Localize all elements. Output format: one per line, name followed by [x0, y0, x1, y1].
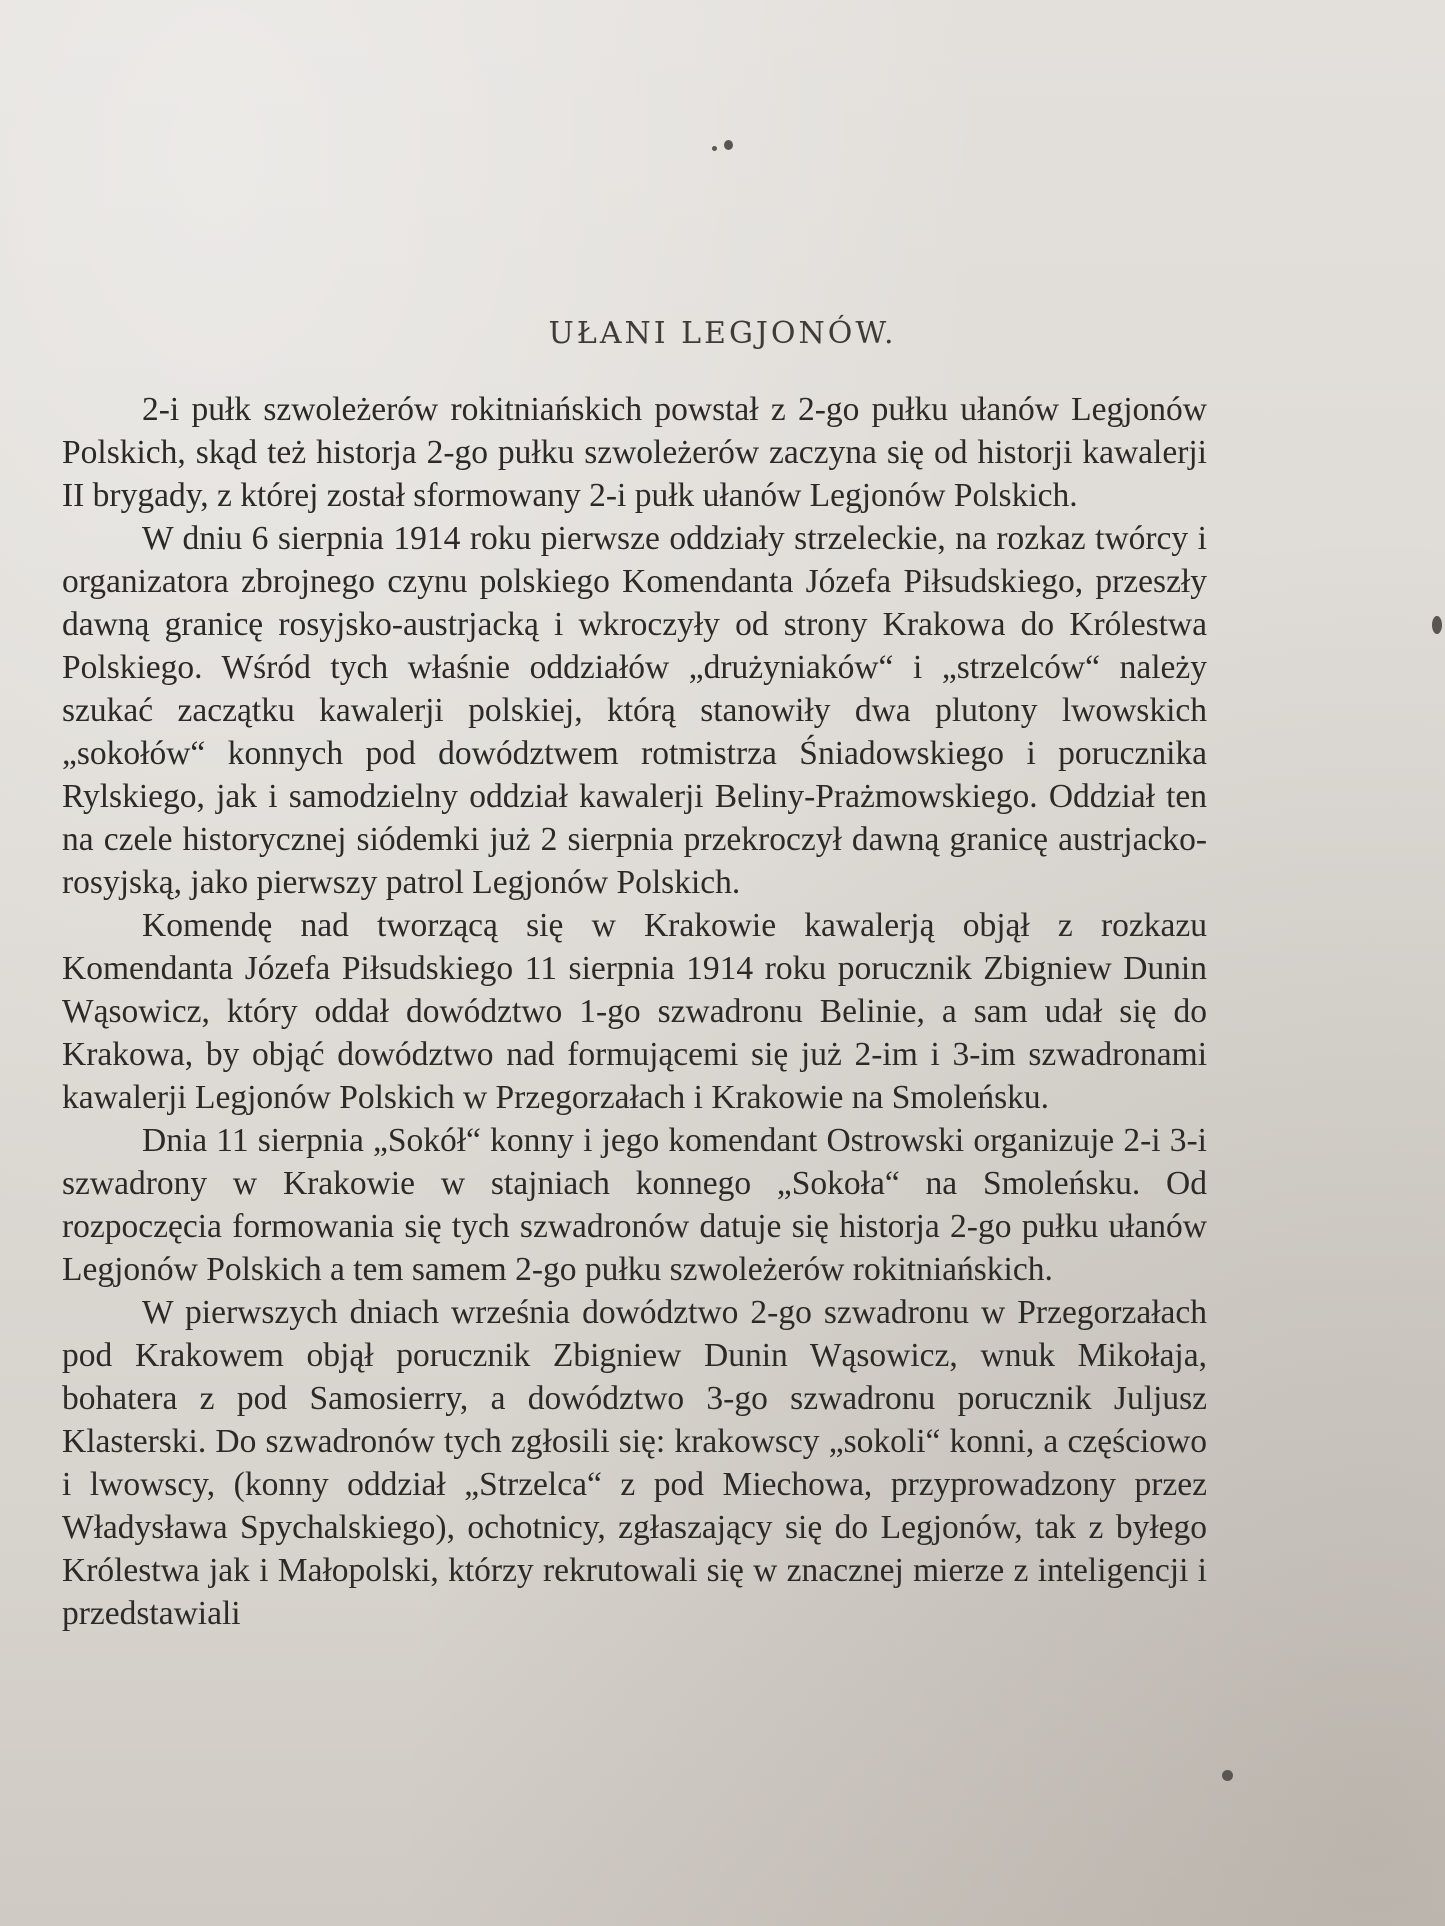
paragraph: W dniu 6 sierpnia 1914 roku pierwsze oddziały strzeleckie, na rozkaz twórcy i organizatora zbrojnego czynu polskiego Komendanta Józefa Piłsudskiego, przeszły dawną granicę rosyjsko-austrjacką i wkroczyły od strony Krakowa do Królestwa Polskiego. Wśród tych właśnie oddziałów „drużyniaków“ i „strzelców“ należy szukać zaczątku kawalerji polskiej, którą stanowiły dwa plutony lwowskich „sokołów“ konnych pod dowództwem rotmistrza Śniadowskiego i porucznika Rylskiego, jak i samodzielny oddział kawalerji Beliny-Prażmowskiego. Oddział ten na czele historycznej siódemki już 2 sierpnia przekroczył dawną granicę austrjacko-rosyjską, jako pierwszy patrol Legjonów Polskich. [62, 520, 1207, 901]
ink-speck [724, 140, 733, 150]
paragraph: W pierwszych dniach września dowództwo 2-go szwadronu w Przegorzałach pod Krakowem objął porucznik Zbigniew Dunin Wąsowicz, wnuk Mikołaja, bohatera z pod Samosierry, a dowództwo 3-go szwadronu porucznik Juljusz Klasterski. Do szwadronów tych zgłosili się: krakowscy „sokoli“ konni, a częściowo i lwowscy, (konny oddział „Strzelca“ z pod Miechowa, przyprowadzony przez Władysława Spychalskiego), ochotnicy, zgłaszający się do Legjonów, tak z byłego Królestwa jak i Małopolski, którzy rekrutowali się w znacznej mierze z inteligencji i przedstawiali [62, 1294, 1207, 1632]
paragraph: Komendę nad tworzącą się w Krakowie kawalerją objął z rozkazu Komendanta Józefa Piłsudskiego 11 sierpnia 1914 roku porucznik Zbigniew Dunin Wąsowicz, który oddał dowództwo 1-go szwadronu Belinie, a sam udał się do Krakowa, by objąć dowództwo nad formującemi się już 2-im i 3-im szwadronami kawalerji Legjonów Polskich w Przegorzałach i Krakowie na Smoleńsku. [62, 907, 1207, 1116]
chapter-title: UŁANI LEGJONÓW. [548, 316, 897, 351]
paragraph: 2-i pułk szwoleżerów rokitniańskich powstał z 2-go pułku ułanów Legjonów Polskich, skąd też historja 2-go pułku szwoleżerów zaczyna się od historji kawalerji II brygady, z której został sformowany 2-i pułk ułanów Legjonów Polskich. [62, 391, 1207, 514]
ink-speck [1222, 1770, 1233, 1781]
body-text [62, 388, 1207, 1635]
ink-speck [1432, 616, 1442, 634]
ink-speck [712, 146, 717, 151]
paragraph: Dnia 11 sierpnia „Sokół“ konny i jego komendant Ostrowski organizuje 2-i 3-i szwadrony w Krakowie w stajniach konnego „Sokoła“ na Smoleńsku. Od rozpoczęcia formowania się tych szwadronów datuje się historja 2-go pułku ułanów Legjonów Polskich a tem samem 2-go pułku szwoleżerów rokitniańskich. [62, 1122, 1207, 1288]
